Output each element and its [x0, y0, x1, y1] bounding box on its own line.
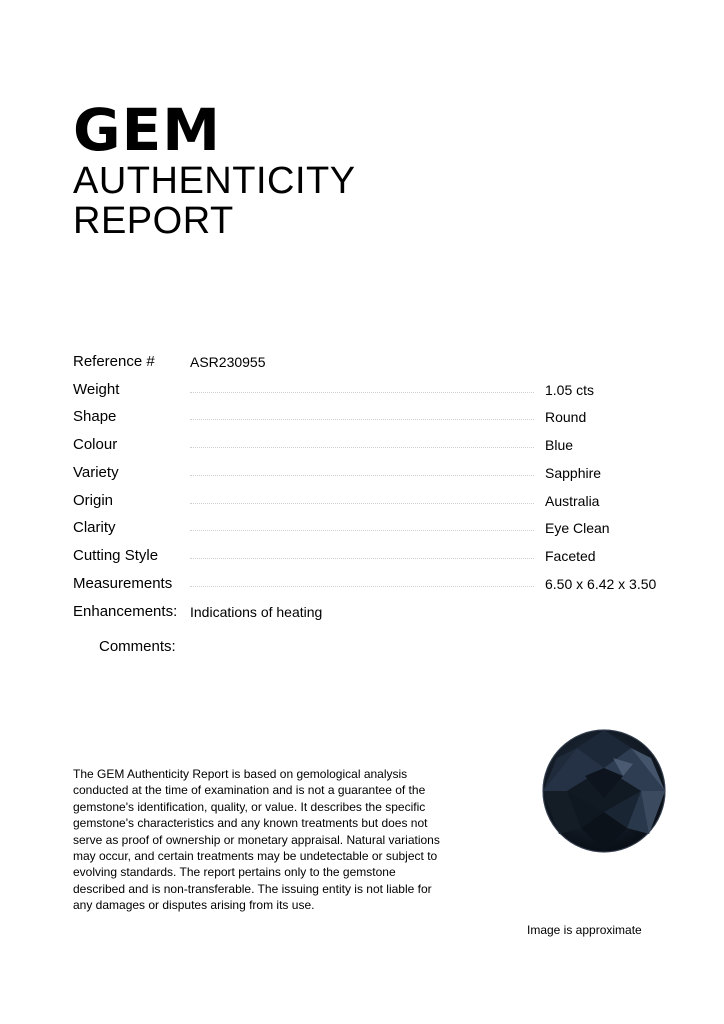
detail-value: Eye Clean [545, 520, 610, 536]
image-caption: Image is approximate [527, 923, 642, 937]
detail-value: 1.05 cts [545, 382, 595, 398]
report-title [73, 161, 356, 241]
dotted-leader [190, 530, 534, 531]
detail-row-origin [73, 491, 673, 517]
detail-row-clarity [73, 518, 673, 544]
detail-row-colour [73, 435, 673, 461]
detail-value: Sapphire [545, 465, 602, 481]
detail-label: Clarity [73, 519, 116, 536]
dotted-leader [190, 475, 534, 476]
detail-row-measurements [73, 574, 673, 600]
detail-label: Weight [73, 381, 120, 398]
detail-row-shape [73, 407, 673, 433]
detail-value: 6.50 x 6.42 x 3.50 [545, 576, 657, 592]
dotted-leader [190, 419, 534, 420]
comments-label: Comments: [99, 638, 176, 655]
enhancements-value: Indications of heating [190, 604, 323, 620]
reference-row [73, 352, 673, 378]
dotted-leader [190, 586, 534, 587]
detail-label: Cutting Style [73, 547, 159, 564]
detail-label: Colour [73, 436, 118, 453]
sapphire-gem-image [541, 728, 667, 854]
detail-label: Origin [73, 492, 114, 509]
reference-value: ASR230955 [190, 354, 266, 370]
disclaimer-text: The GEM Authenticity Report is based on gemological analysis conducted at the time of examination and is not a guarantee of the gemstone's identification, quality, or value. It describes the specific gemstone's characteristics and any known treatments but does not serve as proof of ownership or monetary appraisal. Natural variations may occur, and certain treatments may be undetectable or subject to evolving standards. The report pertains only to the gemstone described and is non-transferable. The issuing entity is not liable for any damages or disputes arising from its use. [73, 767, 440, 913]
report-title-line-2: REPORT [73, 200, 234, 242]
detail-label: Shape [73, 408, 117, 425]
detail-value: Round [545, 409, 587, 425]
detail-label: Measurements [73, 575, 173, 592]
enhancements-label: Enhancements: [73, 603, 178, 620]
detail-value: Blue [545, 437, 574, 453]
reference-label: Reference # [73, 353, 155, 370]
brand-title: GEM [73, 96, 221, 164]
detail-value: Faceted [545, 548, 596, 564]
dotted-leader [190, 503, 534, 504]
detail-row-weight [73, 380, 673, 406]
detail-row-cutting-style [73, 546, 673, 572]
report-title-line-1: AUTHENTICITY [73, 160, 356, 202]
dotted-leader [190, 447, 534, 448]
enhancements-row [73, 602, 673, 628]
dotted-leader [190, 558, 534, 559]
dotted-leader [190, 392, 534, 393]
detail-value: Australia [545, 493, 600, 509]
detail-row-variety [73, 463, 673, 489]
detail-label: Variety [73, 464, 119, 481]
